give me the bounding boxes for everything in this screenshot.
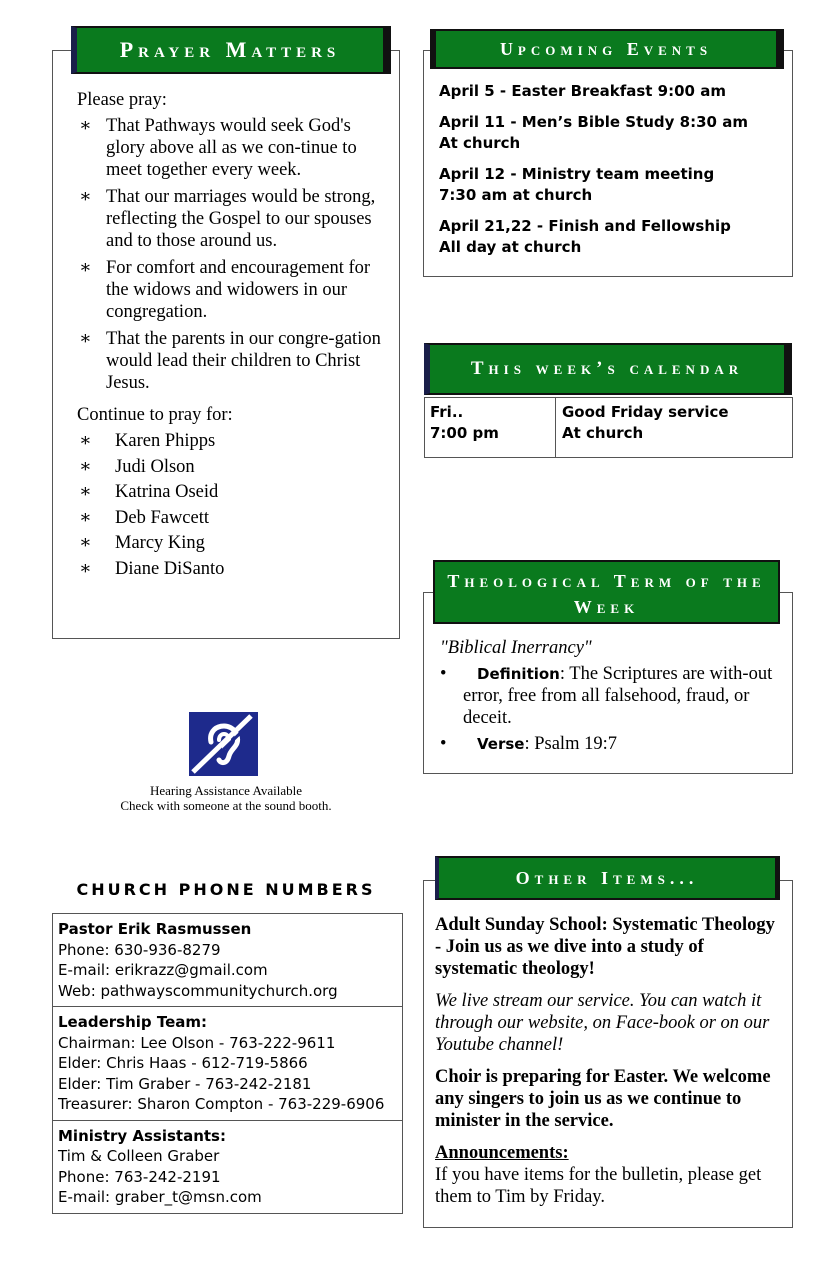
prayer-intro: Please pray: bbox=[77, 90, 167, 110]
phone-numbers-title: CHURCH PHONE NUMBERS bbox=[76, 880, 376, 899]
prayer-content bbox=[77, 89, 387, 583]
asterisk-bullet-icon: ∗ bbox=[79, 329, 92, 349]
calendar-time: 7:00 pm bbox=[430, 424, 499, 442]
asterisk-bullet-icon: ∗ bbox=[79, 187, 92, 207]
calendar-event-cell bbox=[556, 398, 792, 457]
prayer-list bbox=[77, 115, 387, 394]
bullet-icon: • bbox=[440, 664, 447, 684]
pastor-section bbox=[53, 914, 402, 1007]
event-item: April 5 - Easter Breakfast 9:00 am bbox=[439, 82, 726, 100]
announcements bbox=[435, 1142, 783, 1208]
calendar-table bbox=[424, 397, 793, 458]
events-list bbox=[439, 81, 784, 268]
list-item: ∗ Marcy King bbox=[79, 533, 205, 553]
other-items-heading: Other Items... bbox=[435, 856, 780, 900]
calendar-time-cell bbox=[425, 398, 556, 457]
leadership-heading: Leadership Team: bbox=[58, 1013, 208, 1031]
list-item bbox=[440, 663, 780, 729]
other-items-panel bbox=[423, 880, 793, 1228]
assistants-heading: Ministry Assistants: bbox=[58, 1126, 226, 1145]
list-item bbox=[440, 733, 780, 755]
pastor-name: Pastor Erik Rasmussen bbox=[58, 920, 252, 938]
pastor-web: Web: pathwayscommunitychurch.org bbox=[58, 981, 338, 1000]
hearing-assistance-icon bbox=[189, 712, 258, 776]
list-item: ∗ That the parents in our congre-gation would lead their children to Christ Jesus. bbox=[79, 329, 381, 393]
assistants-phone: Phone: 763-242-2191 bbox=[58, 1167, 221, 1186]
asterisk-bullet-icon: ∗ bbox=[79, 431, 92, 451]
asterisk-bullet-icon: ∗ bbox=[79, 482, 92, 502]
asterisk-bullet-icon: ∗ bbox=[79, 116, 92, 136]
theology-list bbox=[440, 663, 780, 755]
choir-note: Choir is preparing for Easter. We welcome any singers to join us as we continue to minister in the service. bbox=[435, 1067, 771, 1131]
livestream-note: We live stream our service. You can watch it through our website, on Face-book or on our Youtube channel! bbox=[435, 991, 770, 1055]
calendar-location: At church bbox=[562, 424, 644, 442]
leadership-line: Treasurer: Sharon Compton - 763-229-6906 bbox=[58, 1095, 385, 1113]
theology-content bbox=[440, 637, 780, 759]
asterisk-bullet-icon: ∗ bbox=[79, 258, 92, 278]
theological-term-heading: Theological Term of the Week bbox=[433, 560, 780, 624]
assistants-section bbox=[53, 1121, 402, 1213]
event-item: April 12 - Ministry team meeting 7:30 am at church bbox=[439, 165, 715, 204]
prayer-matters-heading: Prayer Matters bbox=[71, 26, 391, 74]
continue-pray-label: Continue to pray for: bbox=[77, 405, 233, 425]
hearing-assistance-note: Hearing Assistance Available Check with someone at the sound booth. bbox=[120, 783, 332, 813]
leadership-line: Chairman: Lee Olson - 763-222-9611 bbox=[58, 1033, 336, 1052]
asterisk-bullet-icon: ∗ bbox=[79, 558, 92, 579]
sunday-school-note: Adult Sunday School: Systematic Theology - Join us as we dive into a study of systematic theology! bbox=[435, 915, 775, 979]
verse-text: : Psalm 19:7 bbox=[524, 734, 617, 754]
calendar-day: Fri.. bbox=[430, 403, 464, 421]
upcoming-events-heading: Upcoming Events bbox=[430, 29, 784, 69]
phone-numbers-table bbox=[52, 913, 403, 1214]
list-item: ∗ Katrina Oseid bbox=[79, 482, 219, 502]
asterisk-bullet-icon: ∗ bbox=[79, 456, 92, 477]
leadership-line: Elder: Chris Haas - 612-719-5866 bbox=[58, 1054, 308, 1072]
assistants-email: E-mail: graber_t@msn.com bbox=[58, 1188, 262, 1206]
definition-label: Definition bbox=[477, 665, 560, 683]
upcoming-events-panel bbox=[423, 50, 793, 277]
event-item: April 21,22 - Finish and Fellowship All day at church bbox=[439, 217, 731, 256]
list-item: ∗ Diane DiSanto bbox=[79, 558, 225, 579]
announcements-text: If you have items for the bulletin, please get them to Tim by Friday. bbox=[435, 1165, 762, 1207]
announcements-label: Announcements: bbox=[435, 1143, 569, 1163]
list-item: ∗ That Pathways would seek God's glory above all as we con-tinue to meet together every week. bbox=[79, 116, 357, 180]
calendar-heading: This week’s calendar bbox=[424, 343, 792, 395]
pastor-email: E-mail: erikrazz@gmail.com bbox=[58, 961, 268, 979]
list-item: ∗ Judi Olson bbox=[79, 456, 195, 477]
leadership-section bbox=[53, 1007, 402, 1121]
calendar-event: Good Friday service bbox=[562, 403, 729, 421]
pastor-phone: Phone: 630-936-8279 bbox=[58, 940, 221, 959]
asterisk-bullet-icon: ∗ bbox=[79, 507, 92, 528]
list-item: ∗ Karen Phipps bbox=[79, 431, 216, 451]
assistants-names: Tim & Colleen Graber bbox=[58, 1147, 220, 1165]
list-item: ∗ For comfort and encouragement for the widows and widowers in our congregation. bbox=[79, 258, 371, 322]
bullet-icon: • bbox=[440, 734, 447, 754]
asterisk-bullet-icon: ∗ bbox=[79, 533, 92, 553]
list-item: ∗ That our marriages would be strong, reflecting the Gospel to our spouses and to those around us. bbox=[79, 187, 376, 251]
prayer-matters-panel bbox=[52, 50, 400, 639]
leadership-line: Elder: Tim Graber - 763-242-2181 bbox=[58, 1074, 312, 1093]
theology-term: "Biblical Inerrancy" bbox=[440, 638, 592, 658]
verse-label: Verse bbox=[477, 735, 525, 753]
prayer-names-list bbox=[77, 430, 387, 580]
list-item: ∗ Deb Fawcett bbox=[79, 507, 210, 528]
other-items-content bbox=[435, 914, 783, 1218]
definition-text: : The Scriptures are with-out error, free from all falsehood, fraud, or deceit. bbox=[463, 664, 773, 728]
event-item: April 11 - Men’s Bible Study 8:30 am At church bbox=[439, 113, 748, 152]
